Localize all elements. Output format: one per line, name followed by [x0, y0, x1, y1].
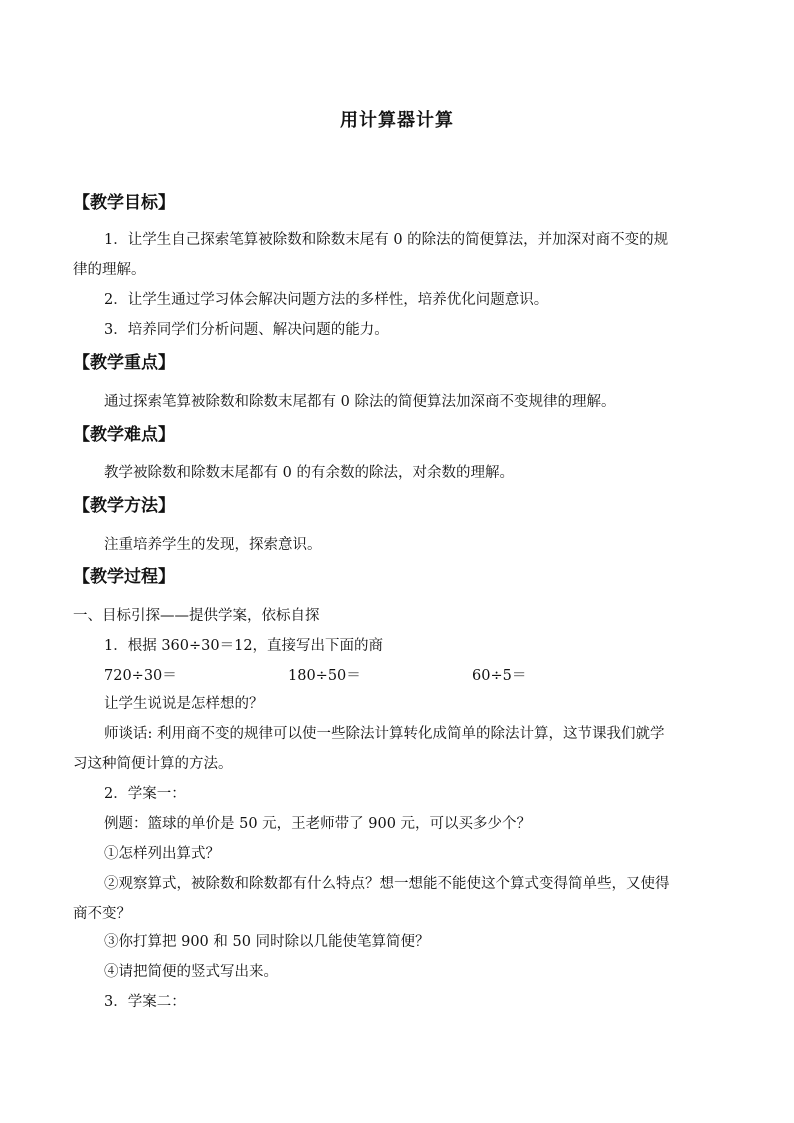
page-title: 用计算器计算 [340, 110, 454, 131]
heading-difficulties: 【教学难点】 [73, 425, 175, 445]
equation-3: 60÷5＝ [472, 668, 527, 684]
process-prompt: 让学生说说是怎样想的？ [104, 696, 264, 712]
heading-process: 【教学过程】 [73, 567, 175, 587]
process-step2: 2．学案一： [104, 786, 186, 802]
question-2-line-1: ②观察算式，被除数和除数都有什么特点？想一想能不能使这个算式变得简单些，又使得 [104, 876, 670, 892]
key-points-text: 通过探索笔算被除数和除数末尾都有 0 除法的简便算法加深商不变规律的理解。 [104, 394, 616, 410]
process-part1: 一、目标引探——提供学案，依标自探 [73, 608, 320, 624]
question-1: ①怎样列出算式？ [104, 846, 220, 862]
objective-item-3: 3．培养同学们分析问题、解决问题的能力。 [104, 322, 389, 338]
process-step3: 3．学案二： [104, 994, 186, 1010]
equation-1: 720÷30＝ [104, 668, 177, 684]
objective-item-1: 1．让学生自己探索笔算被除数和除数末尾有 0 的除法的简便算法，并加深对商不变的规 [104, 232, 669, 248]
teacher-line-2: 习这种简便计算的方法。 [73, 756, 233, 772]
objective-item-1-cont: 律的理解。 [73, 262, 146, 278]
heading-objectives: 【教学目标】 [73, 193, 175, 213]
process-example: 例题：篮球的单价是 50 元，王老师带了 900 元，可以买多少个？ [104, 816, 532, 832]
teacher-line-1: 师谈话: 利用商不变的规律可以使一些除法计算转化成简单的除法计算，这节课我们就学 [104, 726, 665, 742]
difficulties-text: 教学被除数和除数末尾都有 0 的有余数的除法，对余数的理解。 [104, 465, 514, 481]
methods-text: 注重培养学生的发现，探索意识。 [104, 537, 322, 553]
question-3: ③你打算把 900 和 50 同时除以几能使笔算简便？ [104, 934, 430, 950]
process-step1: 1．根据 360÷30＝12，直接写出下面的商 [104, 638, 384, 654]
question-2-line-2: 商不变？ [73, 906, 131, 922]
objective-item-2: 2．让学生通过学习体会解决问题方法的多样性，培养优化问题意识。 [104, 292, 549, 308]
equation-2: 180÷50＝ [288, 668, 361, 684]
question-4: ④请把简便的竖式写出来。 [104, 964, 278, 980]
heading-methods: 【教学方法】 [73, 496, 175, 516]
heading-key-points: 【教学重点】 [73, 353, 175, 373]
